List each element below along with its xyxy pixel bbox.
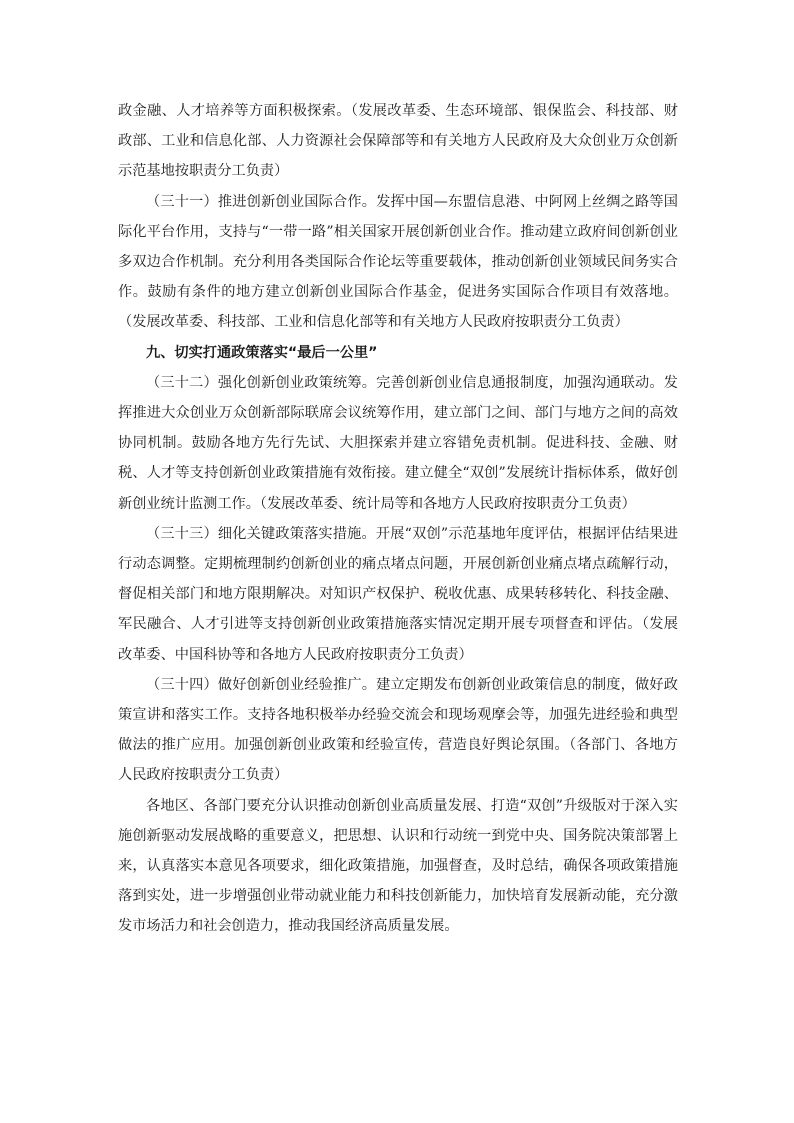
paragraph-continuation: 政金融、人才培养等方面积极探索。（发展改革委、生态环境部、银保监会、科技部、财政部、工业和信息化部、人力资源社会保障部等和有关地方人民政府及大众创业万众创新示范基地按职责分工负责）	[118, 103, 678, 180]
section-heading-9: 九、切实打通政策落实“最后一公里”	[146, 344, 378, 361]
paragraph-item-34: （三十四）做好创新创业经验推广。建立定期发布创新创业政策信息的制度，做好政策宣讲和落实工作。支持各地积极举办经验交流会和现场观摩会等，加强先进经验和典型做法的推广应用。加强创新创业政策和经验宣传，营造良好舆论氛围。（各部门、各地方人民政府按职责分工负责）	[118, 676, 678, 784]
document-page	[118, 96, 678, 942]
paragraph-conclusion: 各地区、各部门要充分认识推动创新创业高质量发展、打造“双创”升级版对于深入实施创新驱动发展战略的重要意义，把思想、认识和行动统一到党中央、国务院决策部署上来，认真落实本意见各项要求，细化政策措施，加强督查，及时总结，确保各项政策措施落到实处，进一步增强创业带动就业能力和科技创新能力，加快培育发展新动能，充分激发市场活力和社会创造力，推动我国经济高质量发展。	[118, 797, 678, 935]
paragraph-item-33: （三十三）细化关键政策落实措施。开展“双创”示范基地年度评估，根据评估结果进行动态调整。定期梳理制约创新创业的痛点堵点问题，开展创新创业痛点堵点疏解行动，督促相关部门和地方限期解决。对知识产权保护、税收优惠、成果转移转化、科技金融、军民融合、人才引进等支持创新创业政策措施落实情况定期开展专项督查和评估。（发展改革委、中国科协等和各地方人民政府按职责分工负责）	[118, 525, 678, 663]
paragraph-item-31: （三十一）推进创新创业国际合作。发挥中国—东盟信息港、中阿网上丝绸之路等国际化平台作用，支持与“一带一路”相关国家开展创新创业合作。推动建立政府间创新创业多双边合作机制。充分利用各类国际合作论坛等重要载体，推动创新创业领域民间务实合作。鼓励有条件的地方建立创新创业国际合作基金，促进务实国际合作项目有效落地。（发展改革委、科技部、工业和信息化部等和有关地方人民政府按职责分工负责）	[118, 193, 678, 331]
paragraph-item-32: （三十二）强化创新创业政策统筹。完善创新创业信息通报制度，加强沟通联动。发挥推进大众创业万众创新部际联席会议统筹作用，建立部门之间、部门与地方之间的高效协同机制。鼓励各地方先行先试、大胆探索并建立容错免责机制。促进科技、金融、财税、人才等支持创新创业政策措施有效衔接。建立健全“双创”发展统计指标体系，做好创新创业统计监测工作。（发展改革委、统计局等和各地方人民政府按职责分工负责）	[118, 374, 678, 512]
